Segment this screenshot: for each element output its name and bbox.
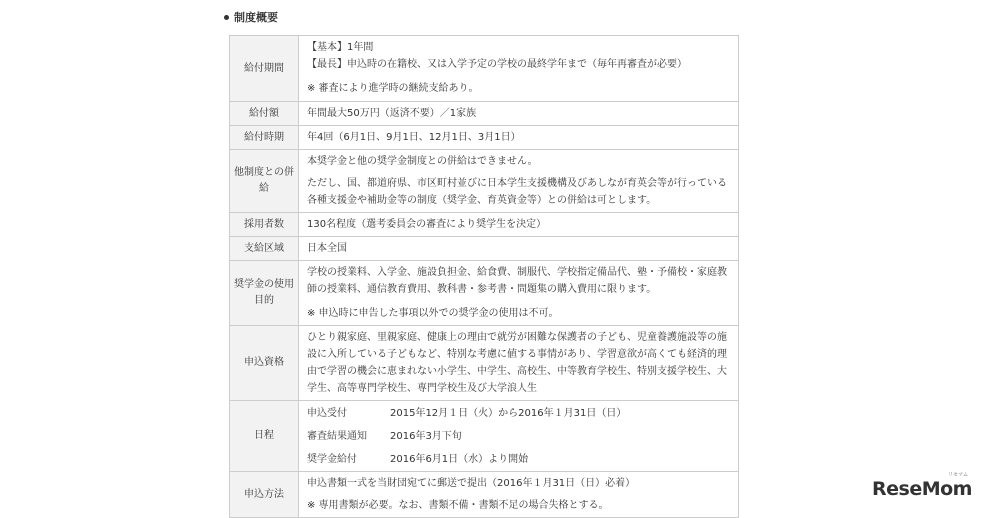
table-row (230, 261, 739, 326)
row-content (299, 102, 739, 126)
row-label: 他制度との併給 (230, 150, 299, 213)
content-line: 申込書類一式を当財団宛てに郵送で提出（2016年１月31日（日）必着） (307, 478, 636, 489)
content-line: 年4回（6月1日、9月1日、12月1日、3月1日） (307, 132, 521, 143)
table-row (230, 150, 739, 213)
row-label: 給付期間 (230, 36, 299, 102)
row-content (299, 150, 739, 213)
schedule-item (307, 428, 731, 445)
schedule-value: 2016年3月下旬 (390, 431, 462, 442)
row-label: 給付時期 (230, 126, 299, 150)
table-row (230, 472, 739, 518)
table-row (230, 213, 739, 237)
section-title-text: 制度概要 (234, 11, 278, 24)
schedule-key: 奨学金給付 (307, 454, 357, 465)
table-row (230, 401, 739, 472)
content-line: 【基本】1年間 (307, 42, 374, 53)
content-line: 学校の授業料、入学金、施設負担金、給食費、制服代、学校指定備品代、塾・予備校・家庭教師の授業料、通信教育費用、教科書・参考書・問題集の購入費用に限ります。 (307, 267, 727, 295)
overview-table (229, 35, 739, 518)
table-row (230, 102, 739, 126)
row-content (299, 237, 739, 261)
logo-kana: リセマム (948, 472, 968, 478)
row-label: 日程 (230, 401, 299, 472)
content-extra: ただし、国、都道府県、市区町村並びに日本学生支援機構及びあしなが育英会等が行っている各種支援金や補助金等の制度（奨学金、育英資金等）との併給は可とします。 (307, 178, 727, 206)
row-content (299, 326, 739, 401)
content-line: 【最長】申込時の在籍校、又は入学予定の学校の最終学年まで（毎年再審査が必要） (307, 59, 687, 70)
row-content (299, 36, 739, 102)
table-row (230, 126, 739, 150)
resemom-logo: ReseMom (872, 478, 972, 500)
table-row (230, 237, 739, 261)
schedule-item (307, 405, 731, 422)
content-note: ※ 専用書類が必要。なお、書類不備・書類不足の場合失格とする。 (307, 500, 609, 511)
content-line: 日本全国 (307, 243, 347, 254)
row-label: 採用者数 (230, 213, 299, 237)
row-label: 奨学金の使用目的 (230, 261, 299, 326)
content-note: ※ 審査により進学時の継続支給あり。 (307, 83, 479, 94)
row-content (299, 472, 739, 518)
content-line: 年間最大50万円（返済不要）／1家族 (307, 108, 477, 119)
table-row (230, 36, 739, 102)
row-content (299, 126, 739, 150)
table-row (230, 326, 739, 401)
content-note: ※ 申込時に申告した事項以外での奨学金の使用は不可。 (307, 308, 559, 319)
row-label: 申込方法 (230, 472, 299, 518)
schedule-value: 2016年6月1日（水）より開始 (390, 454, 529, 465)
row-content (299, 401, 739, 472)
schedule-value: 2015年12月１日（火）から2016年１月31日（日） (390, 408, 627, 419)
schedule-item (307, 451, 731, 468)
schedule-key: 申込受付 (307, 408, 347, 419)
schedule-key: 審査結果通知 (307, 431, 367, 442)
content-line: 130名程度（選考委員会の審査により奨学生を決定） (307, 219, 547, 230)
bullet-icon (224, 15, 229, 20)
section-title (224, 9, 278, 25)
row-label: 支給区域 (230, 237, 299, 261)
content-line: ひとり親家庭、里親家庭、健康上の理由で就労が困難な保護者の子ども、児童養護施設等の施設に入所している子どもなど、特別な考慮に値する事情があり、学習意欲が高くても経済的理由で学習の機会に恵まれない小学生、中学生、高校生、中等教育学校生、特別支援学校生、大学生、高等専門学校生、専門学校生及び大学浪人生 (307, 332, 727, 394)
row-content (299, 213, 739, 237)
row-label: 申込資格 (230, 326, 299, 401)
row-content (299, 261, 739, 326)
content-line: 本奨学金と他の奨学金制度との併給はできません。 (307, 156, 538, 167)
row-label: 給付額 (230, 102, 299, 126)
